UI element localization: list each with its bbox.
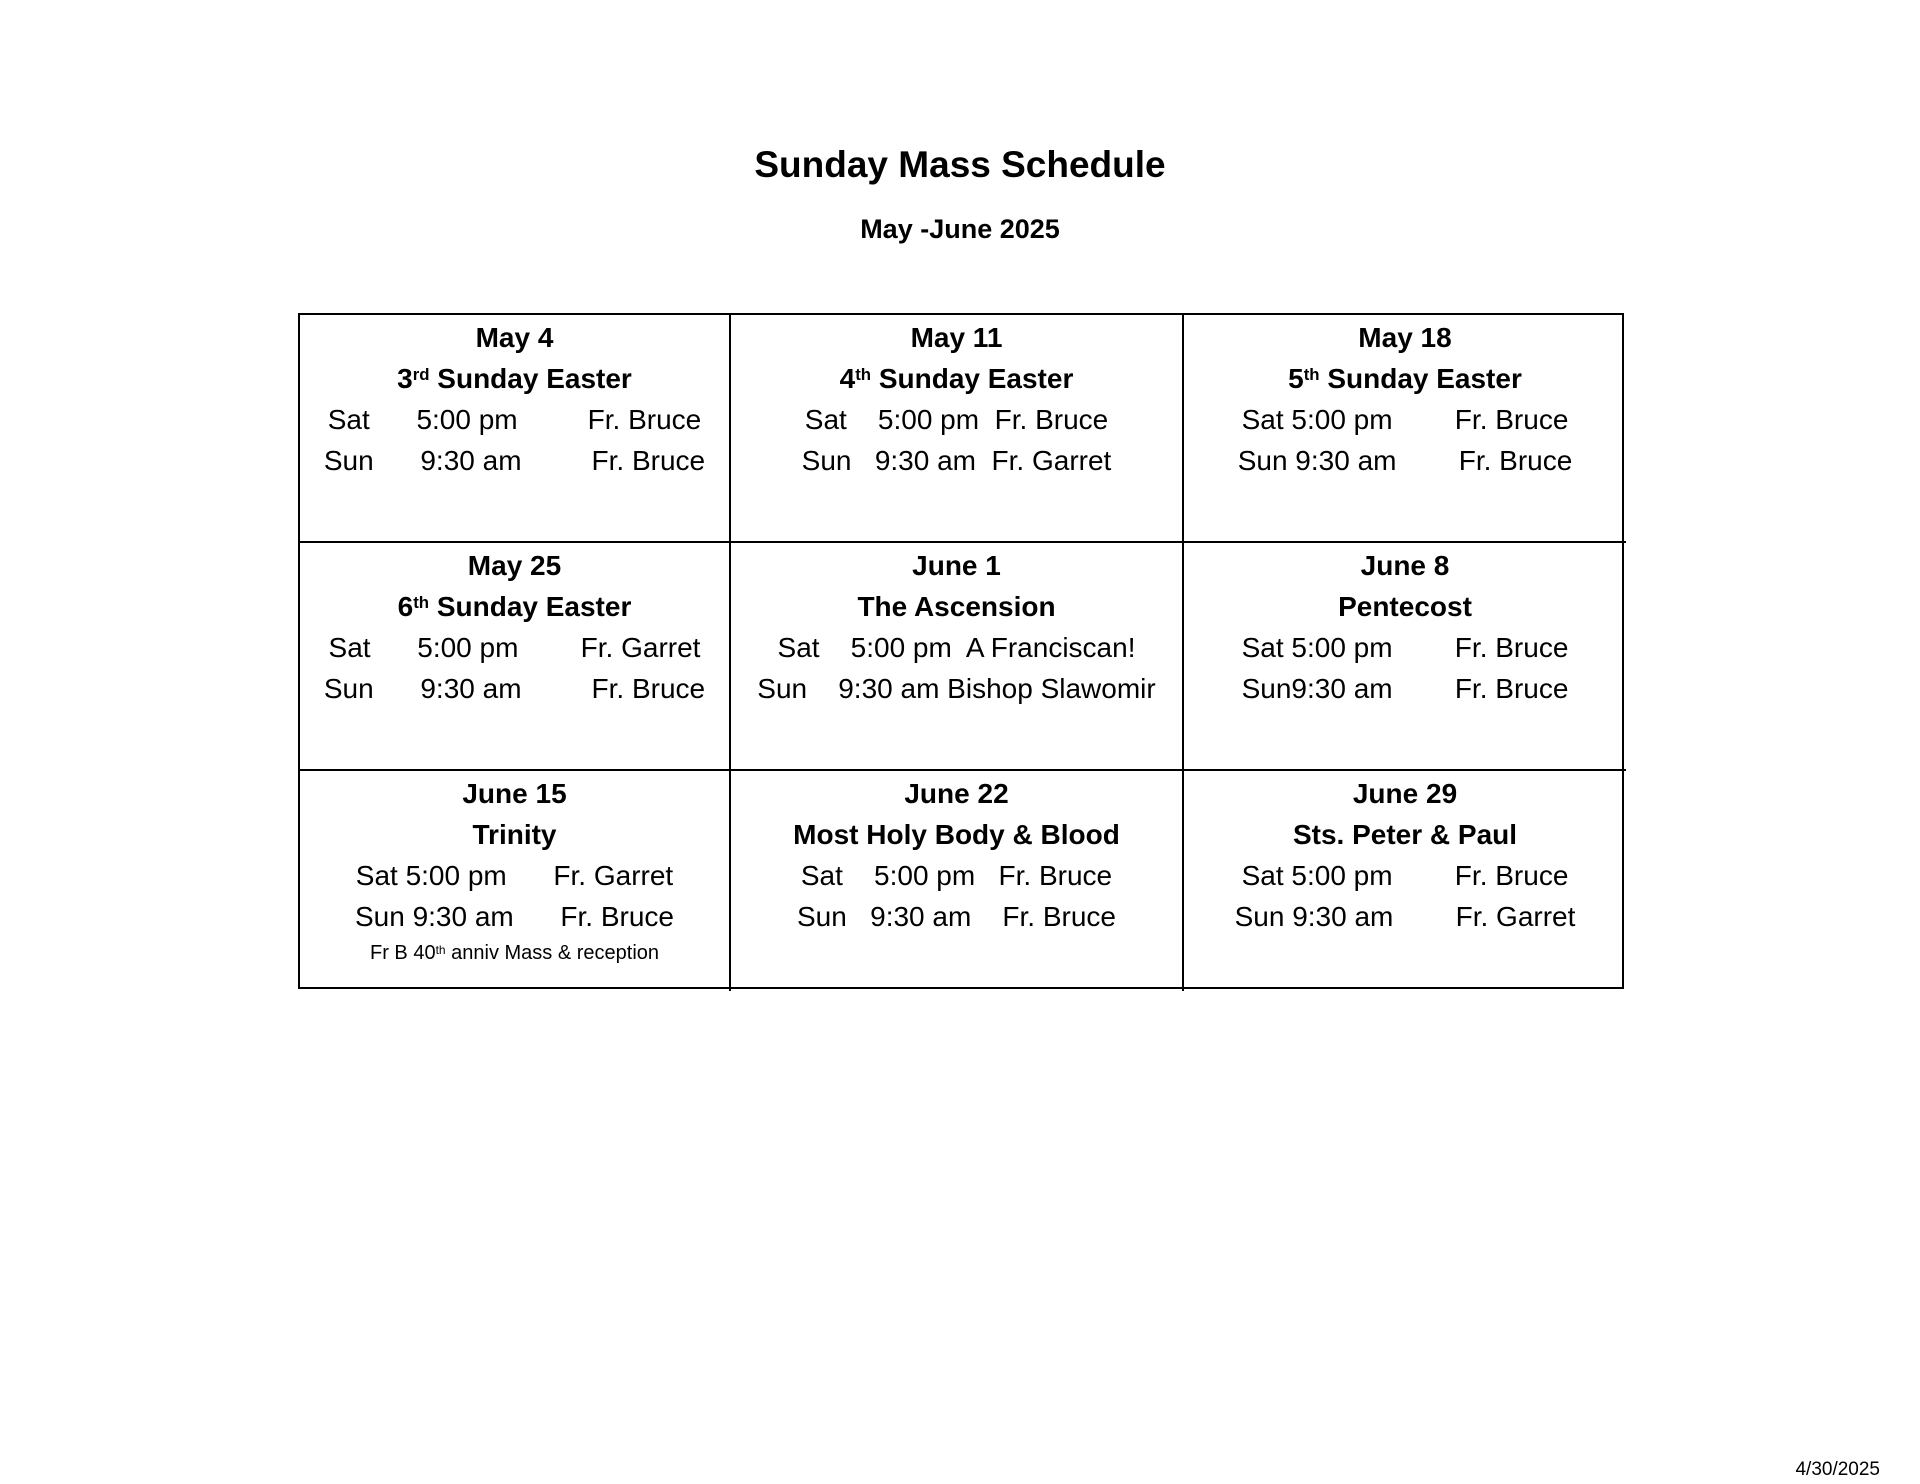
- cell-feast: Sts. Peter & Paul: [1292, 819, 1518, 850]
- mass-sunday: Sun 9:30 am Fr. Garret: [1234, 901, 1576, 932]
- schedule-cell-june-1: [731, 543, 1184, 771]
- cell-feast: 4th Sunday Easter: [839, 363, 1074, 394]
- cell-feast: 5th Sunday Easter: [1288, 363, 1522, 394]
- mass-sunday: Sun 9:30 am Fr. Bruce: [323, 673, 706, 704]
- mass-saturday: Sat 5:00 pm Fr. Bruce: [327, 404, 702, 435]
- mass-saturday: Sat 5:00 pm Fr. Garret: [328, 632, 701, 663]
- cell-feast: Pentecost: [1338, 591, 1472, 622]
- cell-note: Fr B 40th anniv Mass & reception: [369, 942, 660, 964]
- schedule-cell-may-4: [300, 315, 731, 543]
- mass-saturday: Sat 5:00 pm Fr. Bruce: [1241, 632, 1569, 663]
- mass-saturday: Sat 5:00 pm Fr. Bruce: [800, 860, 1113, 891]
- mass-sunday: Sun 9:30 am Fr. Bruce: [354, 901, 675, 932]
- cell-date: May 25: [467, 550, 562, 581]
- cell-date: May 11: [910, 322, 1003, 353]
- mass-sunday: Sun 9:30 am Fr. Bruce: [796, 901, 1117, 932]
- schedule-cell-may-18: [1184, 315, 1626, 543]
- cell-feast: 6th Sunday Easter: [397, 591, 632, 622]
- mass-sunday: Sun 9:30 am Fr. Bruce: [323, 445, 706, 476]
- cell-date: June 29: [1352, 778, 1458, 809]
- cell-date: May 4: [475, 322, 554, 353]
- schedule-cell-may-11: [731, 315, 1184, 543]
- cell-date: June 8: [1360, 550, 1450, 581]
- schedule-cell-june-22: [731, 771, 1184, 991]
- mass-saturday: Sat 5:00 pm Fr. Bruce: [1241, 860, 1569, 891]
- schedule-cell-june-8: [1184, 543, 1626, 771]
- print-date: 4/30/2025: [1795, 1459, 1880, 1480]
- schedule-cell-may-25: [300, 543, 731, 771]
- mass-sunday: Sun9:30 am Fr. Bruce: [1241, 673, 1569, 704]
- cell-feast: 3rd Sunday Easter: [397, 363, 632, 394]
- cell-date: June 22: [904, 778, 1009, 809]
- mass-sunday: Sun 9:30 am Fr. Garret: [801, 445, 1112, 476]
- mass-saturday: Sat 5:00 pm Fr. Bruce: [1241, 404, 1569, 435]
- cell-feast: The Ascension: [857, 591, 1056, 622]
- mass-sunday: Sun 9:30 am Bishop Slawomir: [757, 673, 1156, 704]
- mass-sunday: Sun 9:30 am Fr. Bruce: [1237, 445, 1573, 476]
- cell-date: June 1: [912, 550, 1001, 581]
- schedule-table: [298, 313, 1624, 989]
- mass-saturday: Sat 5:00 pm Fr. Garret: [355, 860, 674, 891]
- schedule-cell-june-15: [300, 771, 731, 991]
- cell-feast: Trinity: [472, 819, 557, 850]
- page-subtitle: May -June 2025: [860, 214, 1060, 244]
- cell-date: May 18: [1358, 322, 1452, 353]
- schedule-cell-june-29: [1184, 771, 1626, 991]
- page-title: Sunday Mass Schedule: [754, 144, 1166, 185]
- cell-feast: Most Holy Body & Blood: [793, 819, 1120, 850]
- mass-saturday: Sat 5:00 pm Fr. Bruce: [804, 404, 1109, 435]
- mass-saturday: Sat 5:00 pm A Franciscan!: [777, 632, 1136, 663]
- cell-date: June 15: [462, 778, 567, 809]
